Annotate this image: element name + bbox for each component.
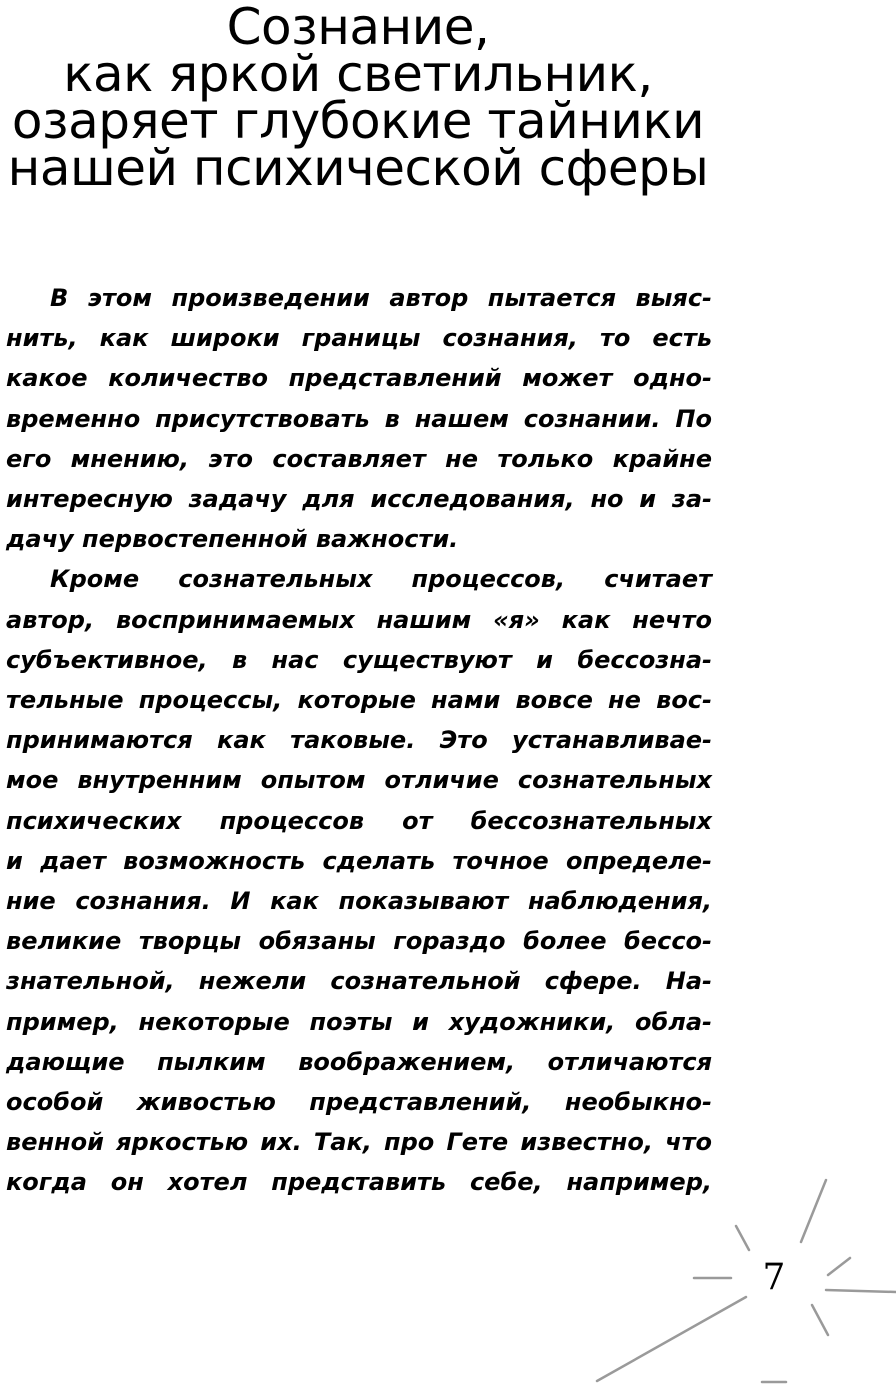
title-line: как яркой светильник,: [63, 45, 653, 103]
text-line: дачу первостепенной важности.: [6, 525, 459, 554]
text-line: когда он хотел представить себе, например,: [6, 1168, 712, 1197]
text-line: принимаются как таковые. Это устанавливае-: [6, 726, 712, 755]
text-line: дающие пылким воображением, отличаются: [6, 1047, 712, 1076]
text-line: интересную задачу для исследования, но и за-: [6, 485, 712, 514]
text-line: великие творцы обязаны гораздо более бессо-: [6, 927, 712, 956]
text-line: временно присутствовать в нашем сознании. По: [6, 404, 712, 433]
text-line: его мнению, это составляет не только крайне: [6, 444, 712, 473]
text-line: какое количество представлений может одно-: [6, 364, 712, 393]
body-text: [6, 278, 712, 1203]
ray-line: [736, 1226, 749, 1250]
text-line: Кроме сознательных процессов, считает: [50, 565, 712, 594]
text-line: психических процессов от бессознательных: [6, 806, 712, 835]
ray-line: [826, 1290, 896, 1292]
text-line: венной яркостью их. Так, про Гете известно, что: [6, 1128, 712, 1157]
text-line: В этом произведении автор пытается выяс-: [50, 284, 712, 312]
title-line: озаряет глубокие тайники: [11, 92, 705, 150]
page-number: 7: [762, 1257, 786, 1298]
title-line: нашей психической сферы: [7, 139, 709, 197]
title-line: Сознание,: [226, 0, 490, 56]
text-line: и дает возможность сделать точное определе-: [6, 846, 712, 875]
text-line: мое внутренним опытом отличие сознательных: [6, 766, 712, 795]
text-line: субъективное, в нас существуют и бессозна-: [6, 645, 712, 674]
text-line: знательной, нежели сознательной сфере. На-: [6, 967, 712, 996]
ray-line: [828, 1258, 850, 1275]
ray-line: [812, 1305, 828, 1335]
text-line: ние сознания. И как показывают наблюдения,: [6, 887, 712, 916]
ray-line: [801, 1180, 826, 1242]
chapter-title: [0, 0, 716, 197]
text-line: пример, некоторые поэты и художники, обла-: [6, 1007, 712, 1036]
ray-line: [597, 1297, 746, 1381]
text-line: автор, воспринимаемых нашим «я» как нечто: [6, 605, 712, 634]
text-line: особой живостью представлений, необыкно-: [6, 1088, 712, 1117]
text-line: тельные процессы, которые нами вовсе не вос-: [6, 686, 712, 715]
text-line: нить, как широки границы сознания, то есть: [6, 324, 712, 353]
